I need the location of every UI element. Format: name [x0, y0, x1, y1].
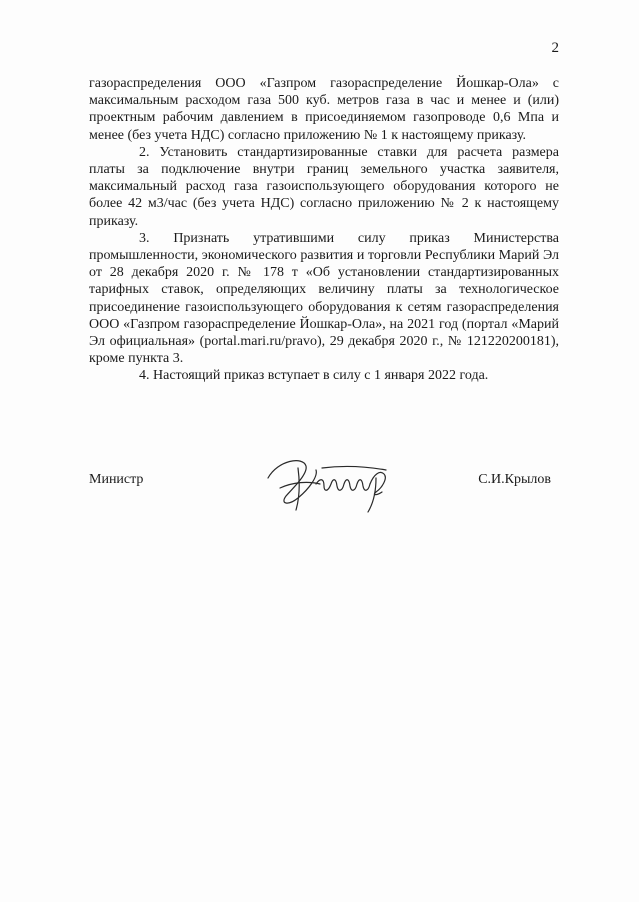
paragraph-3: 3. Признать утратившими силу приказ Министерства промышленности, экономического развития и торговли Республики Марий Эл от 28 декабря 2020 г. № 178 т «Об установлении стандартизированных тарифных ставок, определяющих величину платы за технологическое присоединение газоиспользующего оборудования к сетям газораспределения ООО «Газпром газораспределение Йошкар-Ола», на 2021 год (портал «Марий Эл официальная» (portal.mari.ru/pravo), 29 декабря 2020 г., № 121220200181), кроме пункта 3.: [89, 230, 559, 367]
document-body: [89, 75, 559, 385]
paragraph-4: 4. Настоящий приказ вступает в силу с 1 января 2022 года.: [139, 368, 489, 384]
page-number: 2: [551, 40, 559, 56]
signer-name: С.И.Крылов: [478, 472, 551, 487]
signer-title: Министр: [89, 472, 144, 487]
paragraph-1: газораспределения ООО «Газпром газораспределение Йошкар-Ола» с максимальным расходом газа 500 куб. метров газа в час и менее и (или) проектным рабочим давлением в присоединяемом газопроводе 0,6 Мпа и менее (без учета НДС) согласно приложению № 1 к настоящему приказу.: [89, 76, 559, 143]
paragraph-2: 2. Установить стандартизированные ставки для расчета размера платы за подключение внутри границ земельного участка заявителя, максимальный расход газа газоиспользующего оборудования которого не более 42 м3/час (без учета НДС) согласно приложению № 2 к настоящему приказу.: [89, 144, 559, 229]
handwritten-signature-icon: [258, 448, 408, 518]
